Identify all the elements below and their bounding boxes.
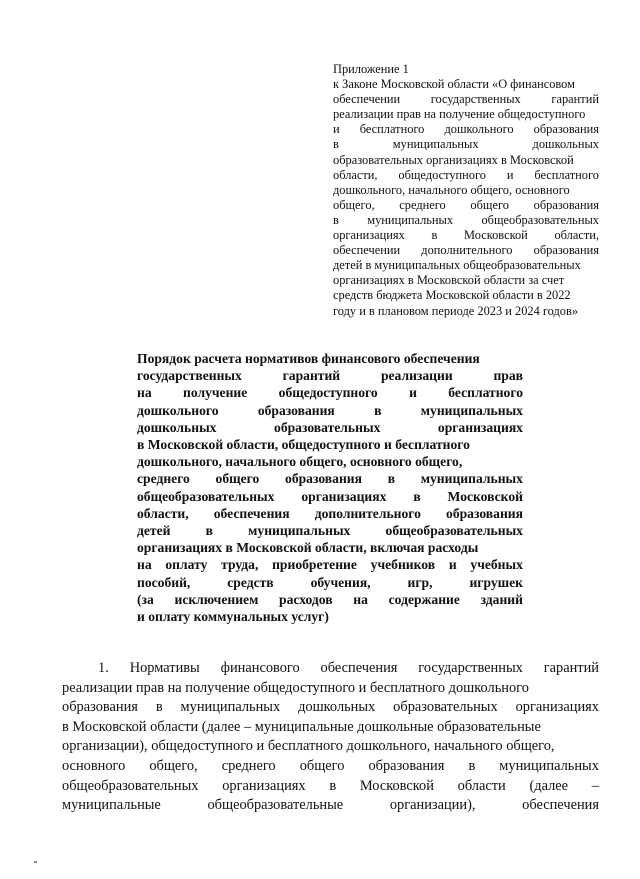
annex-line: году и в плановом периоде 2023 и 2024 годов» (333, 303, 579, 318)
title-word: муниципальных (420, 402, 523, 418)
annex-line: образовательных организациях в Московской (333, 152, 574, 167)
title-line (137, 402, 523, 419)
annex-word: бесплатного (534, 167, 599, 182)
title-line (137, 505, 523, 522)
title-word: оплату (165, 557, 208, 573)
annex-word: муниципальных (392, 137, 479, 152)
annex-word: образования (533, 122, 599, 137)
title-word: муниципальных (248, 523, 351, 539)
annex-line: реализации прав на получение общедоступного (333, 107, 586, 122)
title-word: реализации (380, 368, 453, 384)
body-paragraph (62, 659, 599, 816)
body-word: в (329, 777, 337, 794)
body-word: организации), (389, 797, 476, 814)
title-word: организациях (301, 488, 387, 504)
title-word: содержание (388, 591, 460, 607)
body-word: области (457, 777, 506, 794)
title-word: в (413, 488, 421, 504)
body-word: гарантий (543, 660, 599, 676)
title-word: муниципальных (420, 471, 523, 487)
title-word: пособий, (137, 574, 191, 590)
body-word: организациях (515, 699, 599, 716)
title-word: и (448, 557, 457, 573)
title-line: дошкольного, начального общего, основного общего, (137, 454, 463, 470)
title-line: Порядок расчета нормативов финансового обеспечения (137, 351, 480, 366)
title-word: обучения, (310, 574, 371, 590)
annex-word: и (506, 167, 514, 182)
title-word: детей (137, 523, 171, 539)
title-word: общеобразовательных (137, 488, 275, 504)
title-word: среднего (137, 471, 190, 487)
body-word: Московской (359, 777, 434, 794)
annex-line (333, 198, 599, 213)
title-line (137, 419, 523, 436)
title-line (137, 384, 523, 401)
body-word: среднего (221, 757, 276, 774)
title-word: в (374, 402, 382, 418)
document-title (137, 350, 523, 625)
body-word: финансового (220, 660, 300, 676)
annex-line: Приложение 1 (333, 62, 409, 76)
title-word: Московской (447, 488, 523, 504)
annex-line (333, 213, 599, 228)
annex-word: в (431, 228, 438, 243)
title-word: гарантий (282, 368, 341, 384)
title-word: труда, (221, 557, 259, 573)
annex-word: Московской (464, 228, 528, 243)
body-word: обеспечения (522, 797, 599, 814)
annex-line (333, 122, 599, 137)
annex-line (333, 243, 599, 258)
title-word: образования (285, 471, 362, 487)
title-word: образовательных (274, 419, 381, 435)
title-word: приобретение (272, 557, 357, 573)
body-word: основного (62, 757, 126, 774)
title-line (137, 591, 523, 608)
annex-word: области, (554, 228, 599, 243)
body-line (62, 796, 599, 816)
title-word: на (353, 591, 368, 607)
title-word: дополнительного (314, 505, 421, 521)
scan-mark (34, 861, 37, 863)
title-word: на (137, 557, 152, 573)
annex-word: области, (333, 167, 378, 182)
title-line (137, 556, 523, 573)
body-line (62, 777, 599, 797)
annex-line: к Законе Московской области «О финансовом (333, 77, 575, 92)
title-line: и оплату коммунальных услуг) (137, 609, 329, 625)
title-word: общеобразовательных (385, 523, 523, 539)
body-word: муниципальные (62, 797, 161, 814)
body-word: общего, (149, 757, 198, 774)
body-word: в (155, 699, 163, 716)
annex-line: средств бюджета Московской области в 2022 (333, 288, 571, 303)
annex-word: в (333, 212, 339, 227)
body-word: государственных (418, 660, 523, 676)
title-line (137, 367, 523, 384)
annex-line (333, 168, 599, 183)
title-word: расходов (279, 591, 333, 607)
annex-header (333, 62, 599, 319)
body-word: Нормативы (129, 660, 200, 676)
annex-word: дошкольных (532, 137, 599, 152)
title-word: дошкольных (137, 419, 217, 435)
body-word: общего (299, 757, 345, 774)
annex-line: дошкольного, начального общего, основного (333, 182, 570, 197)
body-word: (далее (529, 777, 569, 794)
body-word: образовательных (393, 699, 498, 716)
title-word: общего (215, 471, 260, 487)
title-word: исключением (174, 591, 259, 607)
title-word: образования (257, 402, 335, 418)
title-line: организациях в Московской области, включая расходы (137, 540, 479, 556)
title-word: обеспечения (213, 505, 290, 521)
annex-word: общеобразовательных (481, 212, 599, 227)
annex-word: обеспечении (333, 92, 401, 107)
annex-line (333, 137, 599, 152)
body-word: муниципальных (180, 699, 281, 716)
annex-line: детей в муниципальных общеобразовательных (333, 258, 581, 273)
body-word: в (468, 757, 476, 774)
annex-word: общего, (333, 197, 375, 212)
annex-word: дошкольного (444, 122, 514, 137)
body-word: образования (368, 757, 445, 774)
body-word: общеобразовательные (207, 797, 344, 814)
annex-word: государственных (430, 92, 521, 107)
title-word: игрушек (469, 574, 523, 590)
title-word: (за (137, 591, 154, 607)
body-word: дошкольных (298, 699, 376, 716)
body-word: общеобразовательных (62, 777, 199, 794)
title-line (137, 522, 523, 539)
title-line (137, 470, 523, 487)
title-word: зданий (480, 591, 523, 607)
title-word: учебных (470, 557, 523, 573)
body-word: обеспечения (320, 660, 398, 676)
title-word: игр, (407, 574, 433, 590)
body-word: – (591, 777, 599, 794)
title-word: образования (446, 505, 523, 521)
title-word: средств (227, 574, 274, 590)
annex-word: организациях (333, 228, 405, 243)
title-word: бесплатного (448, 385, 523, 401)
annex-word: муниципальных (367, 212, 454, 227)
body-line (62, 757, 599, 777)
title-word: организациях (437, 419, 523, 435)
title-word: государственных (137, 368, 242, 384)
title-word: в (387, 471, 396, 487)
title-word: в (205, 523, 213, 539)
body-line: реализации прав на получение общедоступного и бесплатного дошкольного (62, 679, 529, 696)
annex-line (333, 92, 599, 107)
title-word: дошкольного (137, 402, 219, 418)
annex-word: и (333, 122, 340, 137)
annex-word: общего (470, 197, 509, 212)
title-word: прав (493, 368, 523, 384)
annex-word: обеспечении (333, 243, 401, 258)
title-word: учебников (370, 557, 436, 573)
title-word: области, (137, 505, 189, 521)
annex-word: образования (533, 197, 599, 212)
title-word: на (137, 385, 152, 401)
body-line (62, 659, 599, 679)
body-word: образования (62, 699, 138, 716)
body-word: организациях (222, 777, 306, 794)
annex-line (333, 228, 599, 243)
annex-word: образования (533, 243, 599, 258)
title-line (137, 574, 523, 591)
title-word: получение (183, 385, 248, 401)
annex-line: организациях в Московской области за счет (333, 273, 565, 288)
body-line (62, 698, 599, 718)
annex-word: дополнительного (421, 243, 513, 258)
title-line (137, 488, 523, 505)
annex-word: бесплатного (359, 122, 425, 137)
annex-word: среднего (399, 197, 446, 212)
annex-word: в (333, 137, 339, 152)
annex-word: гарантий (551, 92, 599, 107)
title-word: и (409, 385, 417, 401)
body-line: в Московской области (далее – муниципальные дошкольные образовательные (62, 718, 541, 735)
body-word: муниципальных (499, 757, 599, 774)
body-line: организации), общедоступного и бесплатного дошкольного, начального общего, (62, 738, 555, 755)
title-word: общедоступного (278, 385, 378, 401)
body-word: 1. (98, 660, 109, 676)
title-line: в Московской области, общедоступного и бесплатного (137, 437, 470, 453)
annex-word: общедоступного (398, 167, 486, 182)
